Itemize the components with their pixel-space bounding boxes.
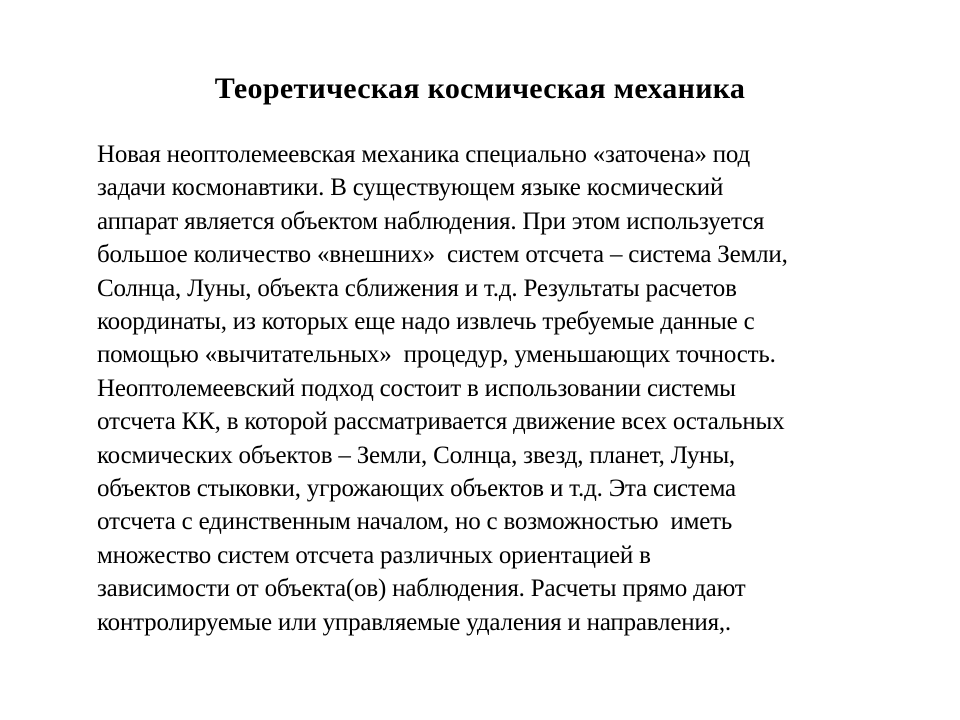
paragraph-line: помощью «вычитательных» процедур, уменьшающих точность. — [97, 341, 776, 369]
slide-title: Теоретическая космическая механика — [214, 72, 746, 105]
paragraph-line: координаты, из которых еще надо извлечь требуемые данные с — [97, 308, 755, 336]
paragraph-line: отсчета с единственным началом, но с возможностью иметь — [97, 508, 733, 536]
paragraph-line: контролируемые или управляемые удаления и направления,. — [97, 608, 731, 636]
paragraph-line: зависимости от объекта(ов) наблюдения. Расчеты прямо дают — [97, 575, 746, 603]
paragraph-line: космических объектов – Земли, Солнца, звезд, планет, Луны, — [97, 441, 735, 469]
paragraph-line: объектов стыковки, угрожающих объектов и т.д. Эта система — [97, 475, 736, 503]
paragraph-line: аппарат является объектом наблюдения. При этом используется — [97, 207, 765, 235]
paragraph-line: отсчета КК, в которой рассматривается движение всех остальных — [97, 408, 785, 436]
paragraph-line: Новая неоптолемеевская механика специально «заточена» под — [97, 141, 750, 168]
slide-body-paragraph — [97, 138, 867, 639]
paragraph-line: большое количество «внешних» систем отсчета – система Земли, — [97, 241, 788, 269]
paragraph-line: Солнца, Луны, объекта сближения и т.д. Результаты расчетов — [97, 274, 737, 302]
paragraph-line: Неоптолемеевский подход состоит в использовании системы — [97, 374, 736, 402]
paragraph-line: множество систем отсчета различных ориентацией в — [97, 541, 651, 569]
paragraph-line: задачи космонавтики. В существующем языке космический — [97, 174, 724, 202]
